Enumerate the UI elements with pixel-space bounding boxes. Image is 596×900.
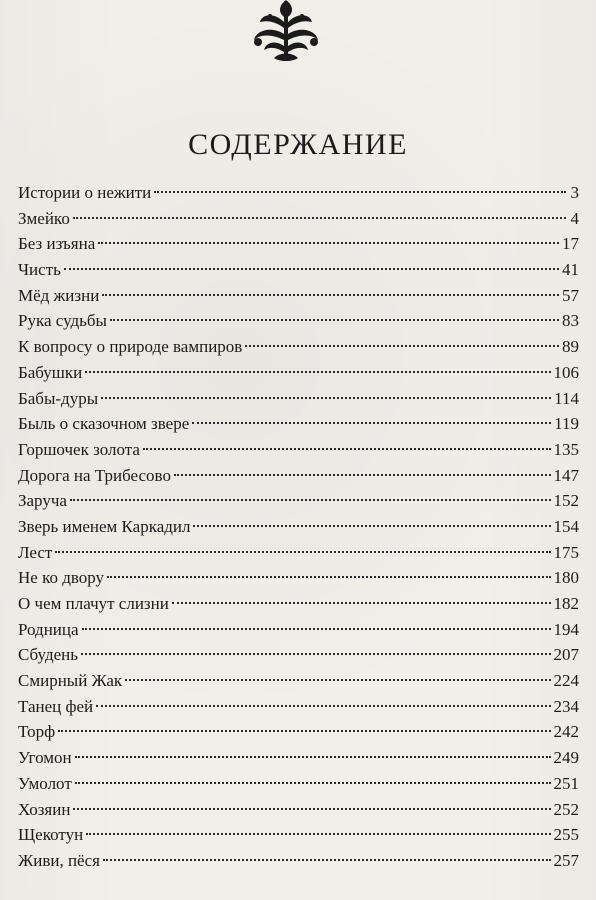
toc-entry-page-number: 251 (553, 773, 579, 793)
toc-entry (18, 540, 579, 566)
dot-leader (75, 756, 551, 758)
toc-entry-page-number: 207 (553, 645, 579, 665)
dot-leader (86, 833, 550, 835)
toc-entry (18, 668, 579, 694)
dot-leader (73, 217, 566, 219)
toc-entry-title: Смирный Жак (18, 671, 123, 691)
toc-entry (18, 386, 579, 412)
dot-leader (58, 730, 550, 732)
toc-entry-page-number: 152 (553, 491, 579, 511)
toc-entry (18, 771, 579, 797)
toc-entry-page-number: 147 (553, 465, 579, 485)
toc-entry-page-number: 252 (553, 799, 579, 819)
toc-entry-page-number: 182 (553, 594, 579, 613)
toc-entry (18, 642, 579, 668)
floral-tree-ornament-icon (250, 0, 322, 62)
dot-leader (143, 448, 551, 450)
toc-entry-title: Зверь именем Каркадил (18, 516, 191, 536)
toc-entry-title: Бабушки (18, 362, 83, 382)
toc-entry-title: Щекотун (18, 825, 84, 845)
toc-entry-page-number: 106 (553, 362, 579, 382)
toc-entry-page-number: 249 (553, 748, 579, 768)
dot-leader (102, 294, 559, 296)
toc-entry-page-number: 180 (553, 568, 579, 588)
toc-entry-page-number: 4 (570, 208, 579, 228)
dot-leader (101, 397, 551, 399)
toc-entry-page-number: 194 (553, 619, 579, 639)
toc-entry-title: Хозяин (18, 799, 71, 819)
toc-entry (18, 437, 579, 463)
toc-entry (18, 591, 579, 617)
toc-entry-page-number: 224 (553, 671, 579, 691)
toc-entry (18, 463, 579, 489)
toc-entry (18, 565, 579, 591)
toc-entry (18, 334, 579, 360)
dot-leader (245, 345, 559, 347)
toc-entry-page-number: 154 (553, 516, 579, 536)
dot-leader (174, 474, 551, 476)
table-of-contents (18, 180, 579, 874)
page-title: СОДЕРЖАНИЕ (188, 128, 408, 161)
toc-entry-title: Танец фей (18, 696, 94, 716)
toc-entry-title: О чем плачут слизни (18, 594, 169, 613)
toc-entry-title: К вопросу о природе вампиров (18, 337, 243, 357)
toc-entry-title: Лест (18, 542, 53, 562)
toc-entry-title: Рука судьбы (18, 311, 107, 331)
toc-entry (18, 257, 579, 283)
dot-leader (107, 576, 550, 578)
dot-leader (192, 422, 551, 424)
toc-entry-page-number: 255 (553, 825, 579, 845)
dot-leader (73, 808, 550, 810)
toc-entry (18, 514, 579, 540)
dot-leader (125, 679, 550, 681)
toc-entry-title: Змейко (18, 208, 70, 228)
toc-entry (18, 745, 579, 771)
toc-entry-page-number: 17 (562, 234, 579, 254)
dot-leader (96, 705, 550, 707)
toc-entry-page-number: 257 (553, 850, 579, 870)
toc-entry-page-number: 175 (553, 542, 579, 562)
dot-leader (75, 782, 551, 784)
toc-entry (18, 360, 579, 386)
toc-entry (18, 308, 579, 334)
toc-entry-page-number: 234 (553, 696, 579, 716)
dot-leader (85, 371, 550, 373)
toc-entry (18, 719, 579, 745)
dot-leader (82, 628, 551, 630)
toc-entry-title: Родница (18, 619, 79, 639)
toc-entry (18, 206, 579, 232)
toc-entry-title: Сбудень (18, 645, 79, 665)
toc-entry-page-number: 57 (562, 285, 579, 305)
toc-entry-page-number: 89 (562, 337, 579, 357)
toc-entry-title: Мёд жизни (18, 285, 100, 305)
toc-entry (18, 283, 579, 309)
toc-entry-page-number: 114 (554, 388, 579, 408)
dot-leader (154, 191, 566, 193)
dot-leader (55, 551, 550, 553)
toc-entry-title: Без изъяна (18, 234, 96, 254)
toc-entry-title: Горшочек золота (18, 439, 140, 459)
toc-entry-title: Торф (18, 722, 56, 742)
toc-entry-title: Умолот (18, 773, 72, 793)
toc-entry (18, 694, 579, 720)
toc-entry (18, 231, 579, 257)
toc-entry-page-number: 242 (553, 722, 579, 742)
toc-entry (18, 617, 579, 643)
toc-entry-page-number: 83 (562, 311, 579, 331)
toc-entry-page-number: 41 (562, 260, 579, 280)
toc-entry-title: Заруча (18, 491, 67, 511)
toc-entry (18, 822, 579, 848)
toc-entry (18, 797, 579, 823)
dot-leader (172, 602, 551, 604)
dot-leader (98, 242, 559, 244)
toc-entry (18, 180, 579, 206)
dot-leader (81, 653, 550, 655)
toc-entry-title: Быль о сказочном звере (18, 414, 190, 434)
dot-leader (110, 319, 559, 321)
toc-entry-title: Не ко двору (18, 568, 105, 588)
toc-entry (18, 411, 579, 437)
dot-leader (103, 859, 551, 861)
dot-leader (70, 499, 551, 501)
toc-entry-title: Угомон (18, 748, 72, 768)
toc-entry (18, 848, 579, 874)
toc-entry-title: Истории о нежити (18, 183, 152, 202)
toc-entry-page-number: 3 (570, 183, 579, 202)
toc-entry (18, 488, 579, 514)
toc-entry-title: Бабы-дуры (18, 388, 99, 408)
toc-entry-title: Дорога на Трибесово (18, 465, 171, 485)
dot-leader (64, 268, 559, 270)
toc-entry-page-number: 119 (554, 414, 579, 434)
toc-entry-title: Чисть (18, 260, 61, 280)
toc-entry-page-number: 135 (553, 439, 579, 459)
toc-entry-title: Живи, пёся (18, 850, 100, 870)
dot-leader (193, 525, 550, 527)
